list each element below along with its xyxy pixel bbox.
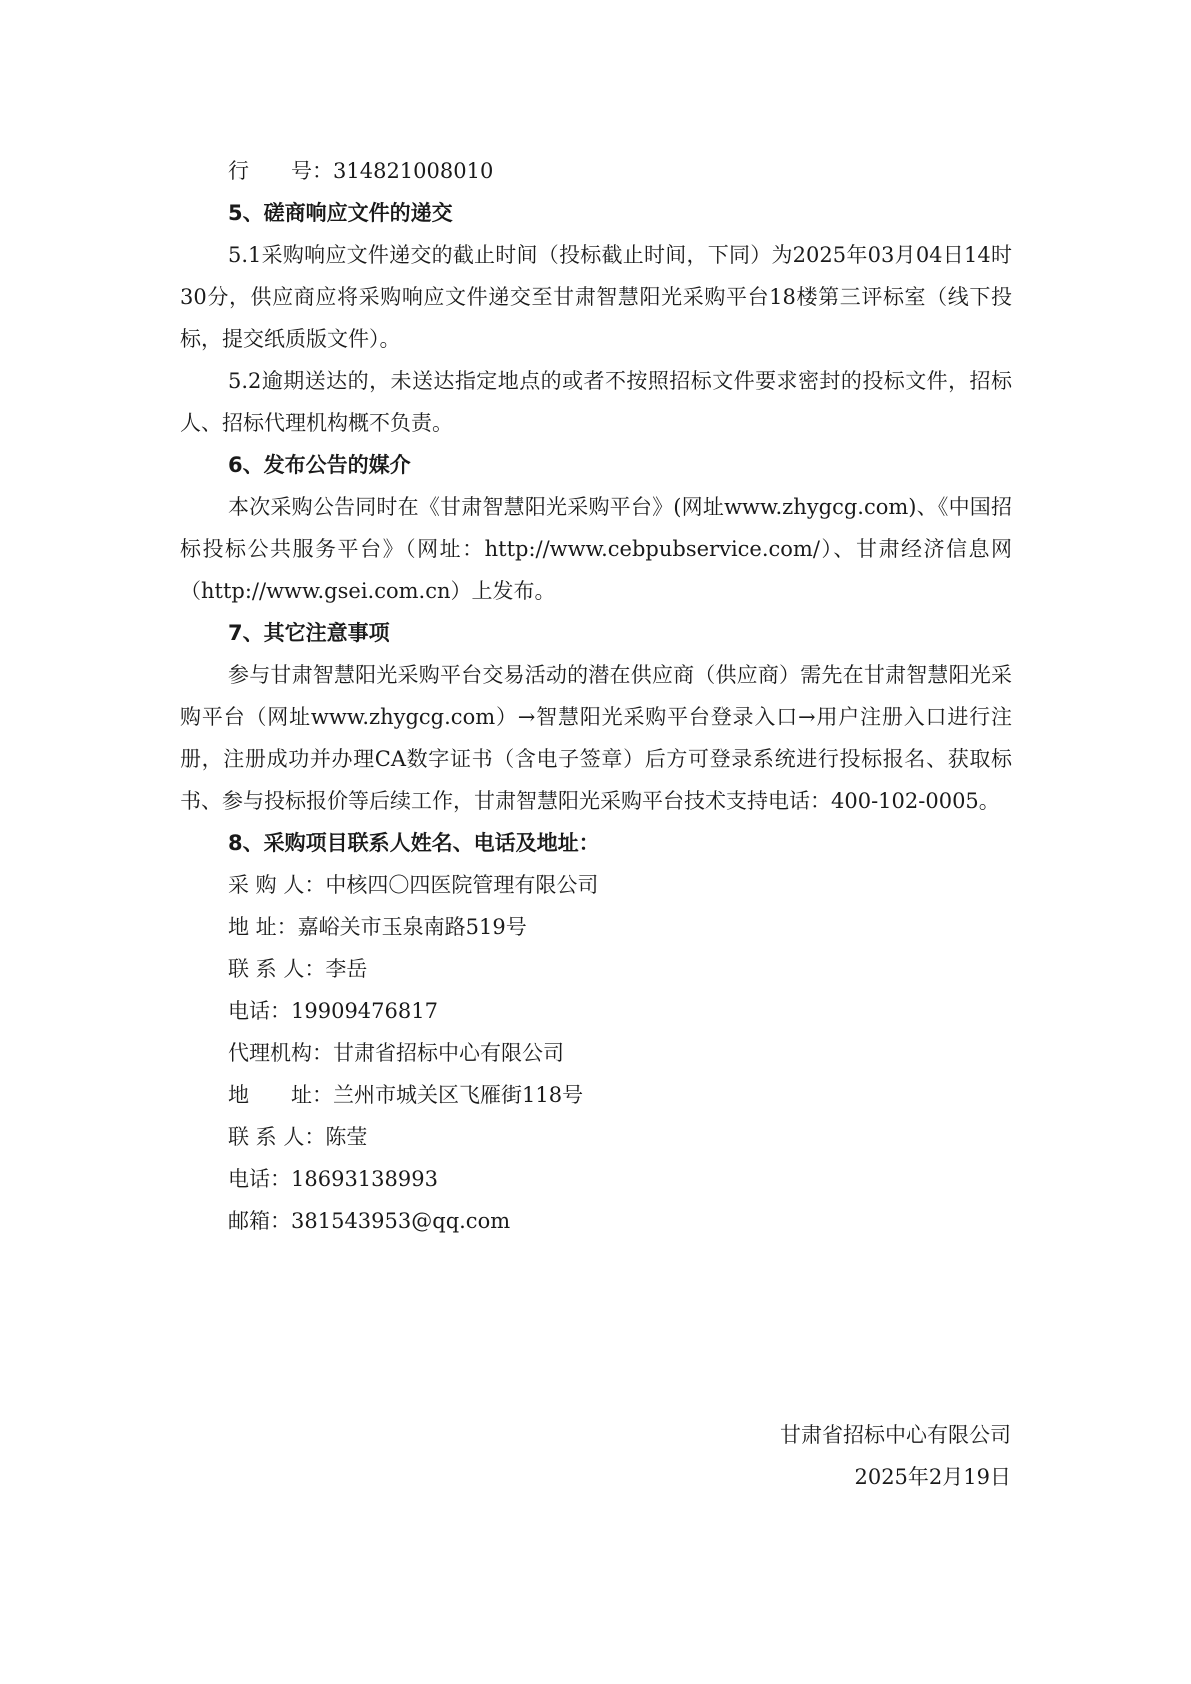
- purchaser-contact: 联 系 人：李岳: [228, 957, 368, 981]
- bank-number-value: 314821008010: [333, 159, 494, 183]
- signature-block: [780, 1414, 1011, 1498]
- section8-heading: 8、采购项目联系人姓名、电话及地址：: [228, 831, 600, 855]
- section5-paragraph-2: 5.2逾期送达的，未送达指定地点的或者不按照招标文件要求密封的投标文件，招标人、招标代理机构概不负责。: [180, 369, 1012, 435]
- bank-label-b: 号：: [291, 159, 333, 183]
- signature-date: 2025年2月19日: [854, 1465, 1011, 1489]
- agency-phone: 电话：18693138993: [228, 1167, 438, 1191]
- section5-heading: 5、磋商响应文件的递交: [228, 201, 453, 225]
- agency-email: 邮箱：381543953@qq.com: [228, 1209, 511, 1233]
- bank-label-a: 行: [228, 159, 249, 183]
- document-body: [180, 150, 1012, 1242]
- section6-heading: 6、发布公告的媒介: [228, 453, 411, 477]
- section7-heading: 7、其它注意事项: [228, 621, 390, 645]
- agency-address: [180, 1074, 1012, 1116]
- signature-org: 甘肃省招标中心有限公司: [780, 1423, 1011, 1447]
- agency-contact: 联 系 人：陈莹: [228, 1125, 368, 1149]
- agency-address-value: 址：兰州市城关区飞雁街118号: [291, 1083, 584, 1107]
- purchaser-name: 采 购 人：中核四〇四医院管理有限公司: [228, 873, 599, 897]
- section7-paragraph-1: 参与甘肃智慧阳光采购平台交易活动的潜在供应商（供应商）需先在甘肃智慧阳光采购平台（网址www.zhygcg.com）→智慧阳光采购平台登录入口→用户注册入口进行注册，注册成功并办理CA数字证书（含电子签章）后方可登录系统进行投标报名、获取标书、参与投标报价等后续工作，甘肃智慧阳光采购平台技术支持电话：400-102-0005。: [180, 663, 1012, 813]
- purchaser-phone: 电话：19909476817: [228, 999, 438, 1023]
- purchaser-address: 地 址：嘉峪关市玉泉南路519号: [228, 915, 527, 939]
- bank-number-line: [180, 150, 1012, 192]
- section5-paragraph-1: 5.1采购响应文件递交的截止时间（投标截止时间，下同）为2025年03月04日14时30分，供应商应将采购响应文件递交至甘肃智慧阳光采购平台18楼第三评标室（线下投标，提交纸质版文件）。: [180, 243, 1012, 351]
- agency-address-label: 地: [228, 1083, 249, 1107]
- agency-name: 代理机构：甘肃省招标中心有限公司: [228, 1041, 564, 1065]
- section6-paragraph-1: 本次采购公告同时在《甘肃智慧阳光采购平台》(网址www.zhygcg.com)、《中国招标投标公共服务平台》（网址：http://www.cebpubservice.com/）、甘肃经济信息网（http://www.gsei.com.cn）上发布。: [180, 495, 1012, 603]
